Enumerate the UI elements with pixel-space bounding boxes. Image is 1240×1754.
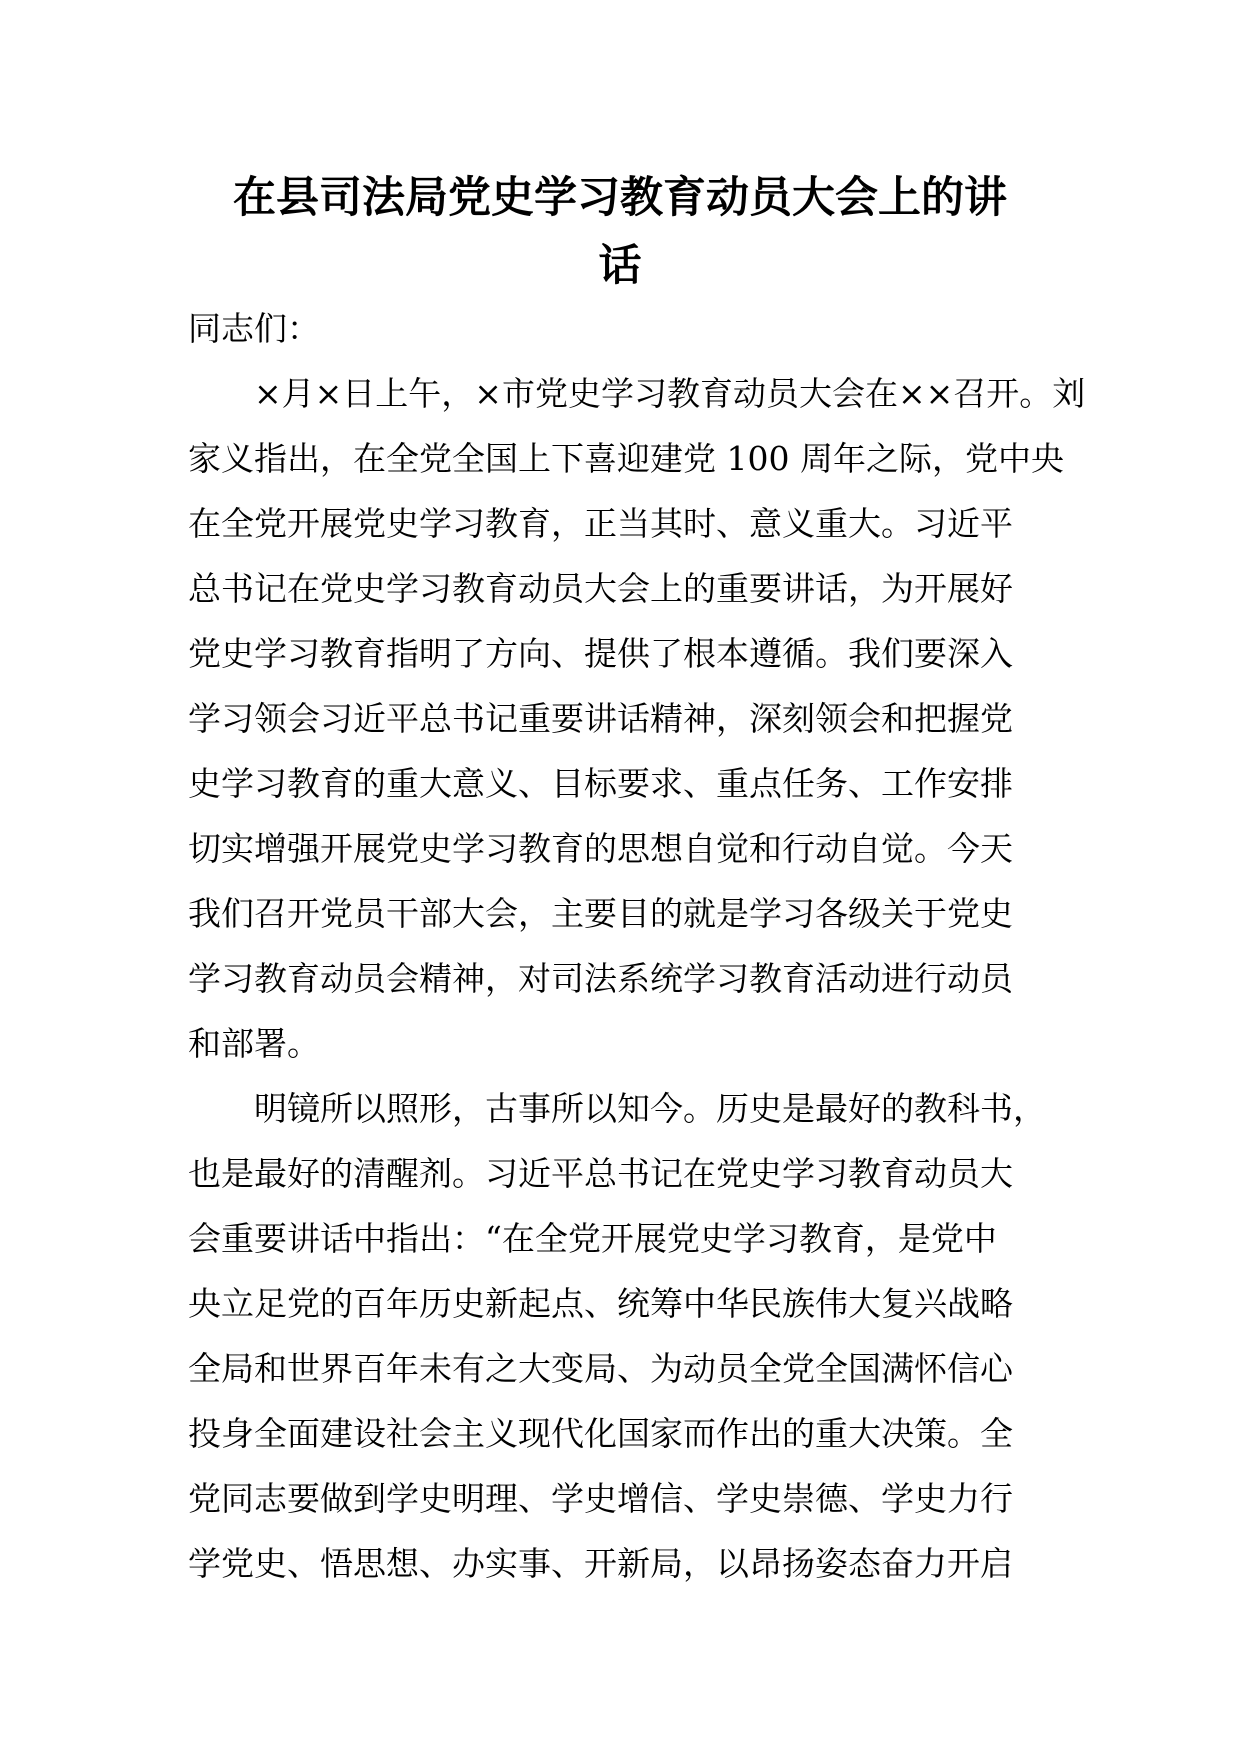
text-line: 明镜所以照形，古事所以知今。历史是最好的教科书，	[254, 1089, 1046, 1128]
text-line: 会重要讲话中指出：“在全党开展党史学习教育，是党中	[188, 1219, 997, 1258]
text-line: 投身全面建设社会主义现代化国家而作出的重大决策。全	[188, 1414, 1013, 1453]
salutation: 同志们：	[188, 309, 320, 348]
text-line: 党史学习教育指明了方向、提供了根本遵循。我们要深入	[188, 634, 1013, 673]
text-line: 学习教育动员会精神，对司法系统学习教育活动进行动员	[188, 959, 1013, 998]
text-line: 家义指出，在全党全国上下喜迎建党 100 周年之际，党中央	[188, 439, 1064, 478]
text-line: 学习领会习近平总书记重要讲话精神，深刻领会和把握党	[188, 699, 1013, 738]
text-line: 党同志要做到学史明理、学史增信、学史崇德、学史力行	[188, 1479, 1013, 1518]
text-line: 切实增强开展党史学习教育的思想自觉和行动自觉。今天	[188, 829, 1013, 868]
text-line: 史学习教育的重大意义、目标要求、重点任务、工作安排	[188, 764, 1013, 803]
title-line: 话	[598, 241, 642, 291]
document-body	[188, 296, 1086, 1596]
text-line: 总书记在党史学习教育动员大会上的重要讲话，为开展好	[188, 569, 1013, 608]
text-line: 学党史、悟思想、办实事、开新局，以昂扬姿态奋力开启	[188, 1544, 1013, 1583]
text-line: 在全党开展党史学习教育，正当其时、意义重大。习近平	[188, 504, 1013, 543]
text-line: 和部署。	[188, 1024, 320, 1063]
text-line: 也是最好的清醒剂。习近平总书记在党史学习教育动员大	[188, 1154, 1013, 1193]
document-title	[180, 164, 1060, 300]
paragraph-1	[188, 361, 1086, 1076]
paragraph-2	[188, 1076, 1068, 1596]
text-line: 我们召开党员干部大会，主要目的就是学习各级关于党史	[188, 894, 1013, 933]
text-line: 全局和世界百年未有之大变局、为动员全党全国满怀信心	[188, 1349, 1013, 1388]
text-line: ×月×日上午，×市党史学习教育动员大会在××召开。刘	[254, 374, 1086, 413]
text-line: 央立足党的百年历史新起点、统筹中华民族伟大复兴战略	[188, 1284, 1013, 1323]
title-line: 在县司法局党史学习教育动员大会上的讲	[233, 173, 1007, 223]
